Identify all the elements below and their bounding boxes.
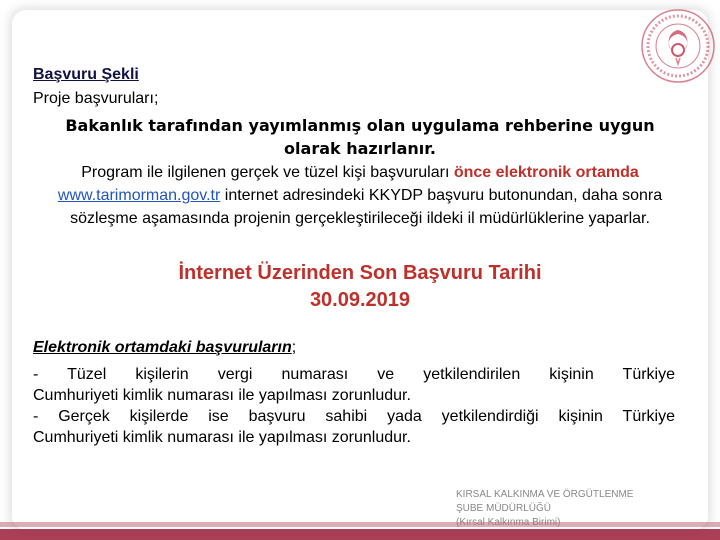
requirements-paragraph — [33, 364, 675, 448]
program-paragraph — [30, 161, 690, 230]
program-text-3: internet adresindeki KKYDP başvuru butonundan, daha sonra sözleşme aşamasında projenin gerçekleştirileceği ildeki il müdürlüklerine yaparlar. — [70, 187, 663, 227]
electronic-heading: Elektronik ortamdaki başvuruların — [33, 339, 292, 356]
section-heading: Başvuru Şekli — [33, 66, 139, 83]
deadline-date: 30.09.2019 — [309, 289, 411, 311]
intro-text: Proje başvuruları; — [33, 90, 159, 107]
guide-text: Bakanlık tarafından yayımlanmış olan uygulama rehberine uygun olarak hazırlanır. — [65, 116, 655, 158]
requirement-line: - Gerçek kişilerde ise başvuru sahibi yada yetkilendirdiği kişinin Türkiye — [33, 408, 675, 425]
deadline-title: İnternet Üzerinden Son Başvuru Tarihi — [178, 262, 542, 284]
electronic-subheading — [33, 339, 296, 357]
deadline-block — [40, 260, 680, 314]
bottom-decoration-bar — [0, 522, 720, 540]
website-link[interactable]: www.tarimorman.gov.tr — [57, 187, 221, 204]
ministry-seal-icon — [638, 6, 718, 86]
requirement-line: Cumhuriyeti kimlik numarası ile yapılması zorunludur. — [33, 387, 411, 404]
program-text-1: Program ile ilgilenen gerçek ve tüzel kişi başvuruları — [81, 164, 454, 181]
electronic-heading-suffix: ; — [291, 339, 297, 356]
footer-line-2: ŞUBE MÜDÜRLÜĞÜ — [456, 503, 552, 514]
requirement-line: Cumhuriyeti kimlik numarası ile yapılması zorunludur. — [33, 429, 411, 446]
bottom-stripe-dark — [0, 529, 720, 540]
requirement-line: - Tüzel kişilerin vergi numarası ve yetkilendirilen kişinin Türkiye — [33, 366, 675, 383]
footer-line-1: KIRSAL KALKINMA VE ÖRGÜTLENME — [456, 489, 634, 500]
bottom-stripe-light — [0, 522, 720, 527]
electronic-highlight: önce elektronik ortamda — [453, 164, 639, 181]
